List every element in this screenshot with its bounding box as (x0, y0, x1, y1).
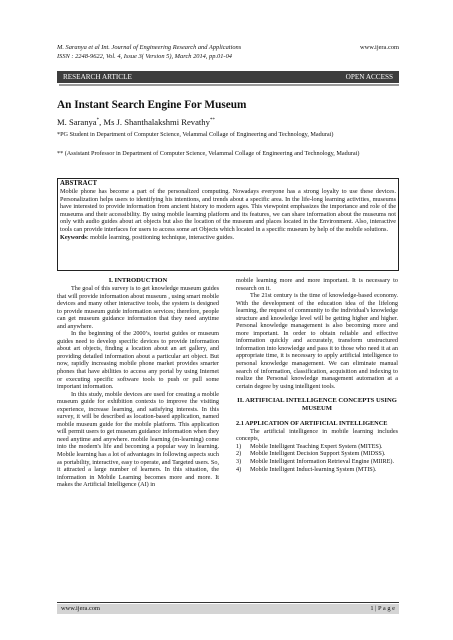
list-item (236, 450, 398, 458)
section-2-heading: II. ARTIFICIAL INTELLIGENCE CONCEPTS USING MUSEUM (237, 397, 397, 413)
left-column (57, 277, 219, 489)
intro-paragraph-2: In the beginning of the 2000’s, tourist guides or museum guides need to develop specific devices to provide information about art objects, finding a location about an art gallery, and providing detailed information about a particular art object. But now, rapidly increasing mobile phone market provides smarter phones that have abilities to access any portal by using Internet or executing specific software tools to push or pull some important information. (57, 330, 219, 391)
list-number: 1) (236, 442, 242, 450)
affiliation-2: ** (Assistant Professor in Department of Computer Science, Velammal Collage of Engineering and Technology, Madurai) (57, 150, 360, 157)
section-1-heading: I. INTRODUCTION (108, 277, 168, 284)
list-text: Mobile Intelligent Information Retrieval Engine (MIIRE). (250, 457, 394, 465)
research-article-label: RESEARCH ARTICLE (63, 73, 132, 81)
affiliation-1: *PG Student in Department of Computer Science, Velammal Collage of Engineering and Technology, Madurai) (57, 131, 334, 138)
subsection-2-1-heading: 2.1 APPLICATION OF ARTIFICIAL INTELLIGENCE (236, 420, 388, 428)
author-2-mark: ** (209, 118, 215, 124)
author-line (57, 117, 215, 127)
abstract-heading: ABSTRACT (60, 180, 98, 187)
spacer (236, 413, 398, 420)
list-item (236, 458, 398, 466)
banner-shadow (59, 84, 399, 86)
author-2: , Ms J. Shanthalakshmi Revathy (99, 117, 210, 127)
paper-title: An Instant Search Engine For Museum (57, 99, 247, 111)
list-number: 2) (236, 450, 242, 458)
list-number: 4) (236, 465, 242, 473)
keywords-line (60, 234, 396, 242)
footer-bar (57, 604, 399, 614)
citation-line-1: M. Saranya et al Int. Journal of Engineering Research and Applications (57, 44, 242, 51)
abstract-box (57, 178, 399, 271)
journal-url[interactable]: www.ijera.com (360, 44, 399, 51)
article-type-banner (57, 71, 399, 83)
right-column (236, 277, 398, 473)
list-text: Mobile Intelligent Decision Support System (MIDSS). (250, 450, 386, 458)
intro-paragraph-3: In this study, mobile devices are used for creating a mobile museum guide for exhibition contexts to improve the visiting experience, increase learning, and satisfying interests. In this survey, it will be described as location-based application, named mobile museum guide for the mobile platform. This application will permit users to get museum guidance information when they need anytime and anywhere. mobile learning (m-learning) come into the modern's life and becoming a popular way in learning. Mobile learning has a lot of advantages in following aspects such as portability, interactive, easy to operate, and Targeted users. So, it attracted a large number of learners. In this situation, the information in Mobile Learning becomes more and more. It makes the Artificial Intelligence (AI) in (57, 390, 219, 489)
author-1: M. Saranya (57, 117, 97, 127)
page-number: 1 | P a g e (370, 605, 395, 612)
list-item (236, 443, 398, 451)
citation-line-2: ISSN : 2248-9622, Vol. 4, Issue 3( Version 5), March 2014, pp.01-04 (57, 53, 232, 60)
abstract-text: Mobile phone has become a part of the personalized computing. Nowadays everyone has a strong loyalty to use these devices. Personalization helps users to identifying his intentions, and trends about a specific area. In the life-long learning activities, museums have interested to provide information from ancient history to modern ages. This viewpoint emphasizes the importance and role of the museums and their accessibility. By using mobile learning platform and its features, we can share information about the museums not only with audio guides about art objects but also the location of the museum and places located in the Environment. Also, interactive tools can provide interfaces for users to access some art Objects which located in a specific museum by help of the mobile solutions. (60, 188, 396, 233)
footer-url[interactable]: www.ijera.com (61, 605, 100, 612)
open-access-label: OPEN ACCESS (345, 73, 393, 81)
keywords-text: : mobile learning, positioning technique, interactive guides. (86, 233, 235, 241)
section-2-paragraph: The artificial intelligence in mobile learning includes concepts, (236, 427, 398, 443)
keywords-label: Keywords (60, 233, 87, 241)
intro-paragraph-4: The 21st century is the time of knowledge-based economy. With the development of the education idea of the lifelong learning, the request of community to the individual's knowledge structure and knowledge level will be getting higher and higher. Personal knowledge management is also becoming more and more important. In order to obtain reliable and effective information quickly and accurately, transform unstructured information into knowledge and pass it to those who need it at an appropriate time, it is necessary to apply artificial intelligence to personal knowledge management. We can eliminate manual search of information, classification, acquisition and indexing to realize the Personal knowledge management automation at a certain degree by using intelligent tools. (236, 292, 398, 390)
list-text: Mobile Intelligent Teaching Expert System (MITES). (250, 442, 383, 450)
spacer (236, 390, 398, 397)
list-number: 3) (236, 457, 242, 465)
list-text: Mobile Intelligent Induct-learning System (MTIS). (250, 465, 377, 473)
list-item (236, 466, 398, 474)
journal-header (57, 43, 399, 61)
intro-paragraph-1: The goal of this survey is to get knowledge museum guides that will provide information about museum , using smart mobile devices and many other interactive tools, the system is designed to provide museum guide information services; therefore, people can get museum guidance information that they need anytime and anywhere. (57, 285, 219, 330)
author-1-mark: * (96, 118, 100, 124)
intro-paragraph-3-continued: mobile learning more and more important. It is necessary to research on it. (236, 277, 398, 292)
footer-rule (57, 602, 399, 603)
